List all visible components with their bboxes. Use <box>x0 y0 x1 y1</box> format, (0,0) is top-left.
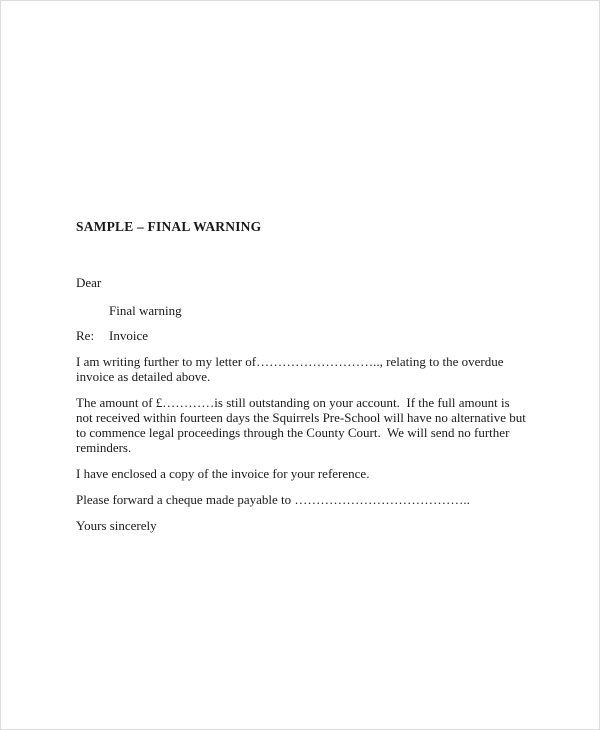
closing: Yours sincerely <box>76 518 157 533</box>
paragraph-3: I have enclosed a copy of the invoice for your reference. <box>76 466 370 481</box>
letter-body <box>76 219 529 533</box>
salutation: Dear <box>76 275 102 290</box>
re-label: Re: <box>76 328 95 343</box>
subject-line: Final warning <box>109 303 182 318</box>
paragraph-1: I am writing further to my letter of……………………….., relating to the overdue invoice as detailed above. <box>76 354 507 384</box>
paragraph-4: Please forward a cheque made payable to ………………………………….. <box>76 492 470 507</box>
letter-title: SAMPLE – FINAL WARNING <box>76 219 262 234</box>
paragraph-2: The amount of £…………is still outstanding on your account. If the full amount is not received within fourteen days the Squirrels Pre-School will have no alternative but to commence legal proceedings through the County Court. We will send no further reminders. <box>76 395 530 455</box>
re-value: Invoice <box>109 328 148 343</box>
re-line <box>76 328 529 343</box>
